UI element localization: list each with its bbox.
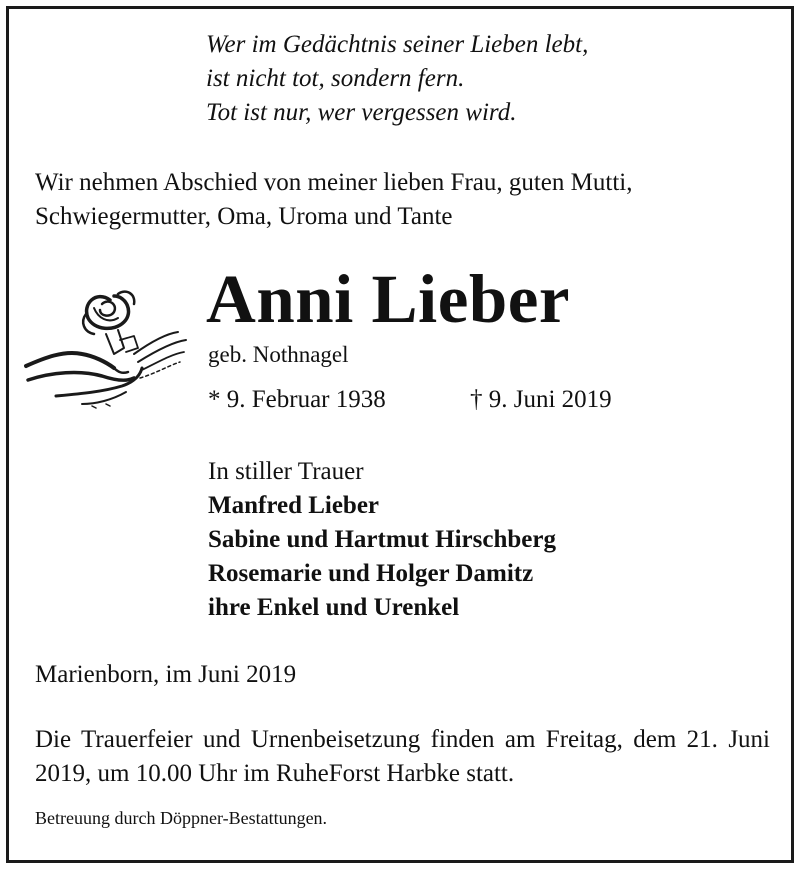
poem-line: Tot ist nur, wer vergessen wird. [206,99,517,126]
mourner-name: Sabine und Hartmut Hirschberg [208,526,556,553]
ceremony-details: Die Trauerfeier und Urnenbeisetzung finden am Freitag, dem 21. Juni 2019, um 10.00 Uhr im RuheForst Harbke statt. [35,726,770,787]
hands-with-rose-icon [22,278,192,413]
place-and-date: Marienborn, im Juni 2019 [35,661,297,688]
mourner-name: Manfred Lieber [208,492,380,519]
funeral-home-note: Betreuung durch Döppner-Bestattungen. [35,808,328,828]
poem-line: ist nicht tot, sondern fern. [206,65,465,92]
mourners-list [208,489,556,625]
birth-date: * 9. Februar 1938 [208,386,386,413]
mourner-name: Rosemarie und Holger Damitz [208,560,534,587]
death-date: † 9. Juni 2019 [470,386,612,413]
deceased-name: Anni Lieber [206,261,570,337]
maiden-name: geb. Nothnagel [208,342,349,367]
mourner-name: ihre Enkel und Urenkel [208,594,460,621]
farewell-intro: Wir nehmen Abschied von meiner lieben Frau, guten Mutti, Schwiegermutter, Oma, Uroma und Tante [35,169,633,230]
memorial-poem [206,28,588,130]
poem-line: Wer im Gedächtnis seiner Lieben lebt, [206,31,589,58]
mourning-heading: In stiller Trauer [208,458,364,485]
